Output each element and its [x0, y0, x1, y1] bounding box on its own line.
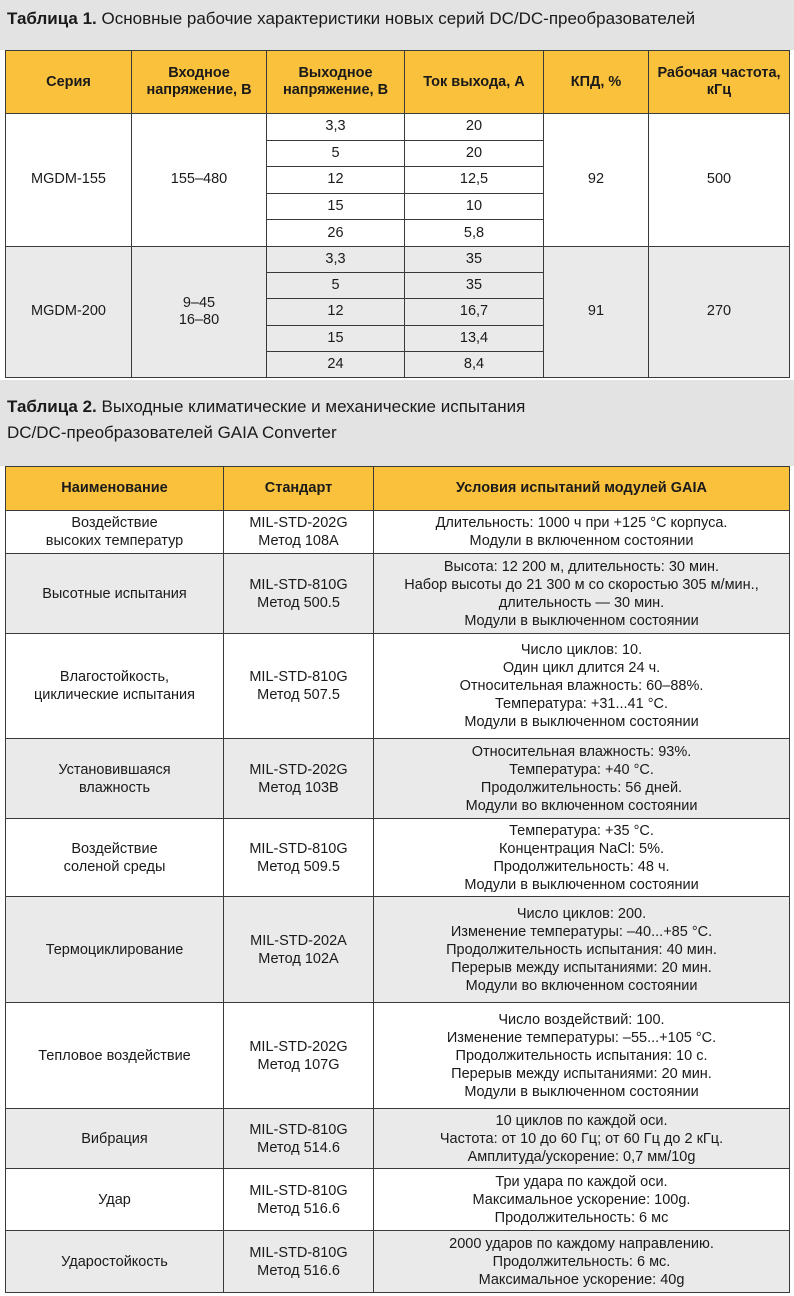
t2-name-cell-line: Вибрация: [81, 1130, 148, 1147]
table1: [5, 50, 790, 378]
t2-header-conditions: Условия испытаний модулей GAIA: [374, 467, 790, 511]
t2-conditions-cell-line: Модули в включенном состоянии: [469, 533, 694, 549]
t2-conditions-cell: [374, 897, 790, 1003]
table2-caption-line2: DC/DC-преобразователей GAIA Converter: [7, 423, 337, 442]
t2-conditions-cell: [374, 1003, 790, 1109]
t2-conditions-cell-line: Продолжительность испытания: 10 с.: [455, 1047, 708, 1064]
t2-conditions-cell-line: Относительная влажность: 60–88%.: [459, 678, 704, 694]
t2-name-cell-line: Воздействие: [71, 515, 158, 531]
t1-efficiency-cell: 91: [544, 246, 649, 377]
t1-output-current-cell: 20: [405, 114, 544, 141]
t2-standard-cell-line: Метод 107G: [257, 1056, 340, 1073]
t2-conditions-cell-line: Модули в выключенном состоянии: [464, 876, 699, 893]
t1-output-voltage-cell: 24: [267, 351, 405, 377]
t2-conditions-cell-line: Максимальное ускорение: 40g: [478, 1271, 685, 1288]
t2-standard-cell-line: MIL-STD-202A: [250, 932, 347, 949]
t2-standard-cell-line: MIL-STD-810G: [249, 1182, 348, 1199]
table2-caption-line1: Выходные климатические и механические испытания: [101, 397, 526, 416]
t1-header-series: Серия: [6, 51, 132, 114]
t1-output-voltage-cell: 26: [267, 220, 405, 247]
t2-standard-cell: [224, 634, 374, 739]
table2-caption-number: Таблица 2.: [7, 397, 97, 416]
t1-input-voltage-cell: [132, 114, 267, 247]
t2-header-name: Наименование: [6, 467, 224, 511]
t2-standard-cell-line: Метод 509.5: [257, 858, 340, 875]
t1-input-voltage-cell-line: 9–45: [182, 294, 216, 311]
t2-conditions-cell-line: Концентрация NaCl: 5%.: [498, 840, 665, 857]
t2-conditions-cell-line: Модули в выключенном состоянии: [464, 714, 699, 730]
t2-conditions-cell-line: Продолжительность испытания: 40 мин.: [446, 941, 717, 958]
t2-name-cell-line: Удар: [98, 1191, 131, 1208]
t2-standard-cell-line: MIL-STD-810G: [249, 1121, 348, 1138]
t2-name-cell-line: Высотные испытания: [42, 585, 187, 602]
t2-name-cell-line: Тепловое воздействие: [38, 1047, 191, 1064]
t1-series-cell: MGDM-155: [6, 114, 132, 247]
t2-standard-cell-line: MIL-STD-202G: [249, 515, 348, 531]
t1-frequency-cell: 500: [649, 114, 790, 247]
t2-conditions-cell-line: Максимальное ускорение: 100g.: [472, 1191, 691, 1208]
t2-conditions-cell-line: Модули в выключенном состоянии: [464, 612, 699, 629]
t2-conditions-cell: [374, 554, 790, 634]
t2-conditions-cell-line: Перерыв между испытаниями: 20 мин.: [451, 1065, 712, 1082]
t2-header-standard: Стандарт: [224, 467, 374, 511]
t2-standard-cell-line: Метод 507.5: [257, 687, 340, 703]
t2-conditions-cell-line: Число циклов: 10.: [520, 642, 643, 658]
t1-header-efficiency: КПД, %: [544, 51, 649, 114]
t2-standard-cell-line: MIL-STD-810G: [249, 576, 348, 593]
table1-caption-number: Таблица 1.: [7, 9, 97, 28]
t1-output-voltage-cell: 5: [267, 273, 405, 299]
t2-name-cell-line: влажность: [78, 779, 151, 796]
t2-conditions-cell-line: Относительная влажность: 93%.: [471, 743, 692, 760]
t2-name-cell: [6, 1003, 224, 1109]
t2-conditions-cell-line: Изменение температуры: –55...+105 °С.: [446, 1029, 717, 1046]
t2-name-cell-line: соленой среды: [63, 858, 166, 875]
t2-standard-cell: [224, 1231, 374, 1293]
t1-output-current-cell: 35: [405, 273, 544, 299]
t2-standard-cell: [224, 511, 374, 554]
t2-conditions-cell-line: Число циклов: 200.: [516, 905, 647, 922]
t2-conditions-cell-line: длительность — 30 мин.: [498, 594, 665, 611]
t2-conditions-cell-line: Температура: +35 °С.: [509, 822, 654, 839]
t2-conditions-cell-line: Амплитуда/ускорение: 0,7 мм/10g: [467, 1148, 696, 1165]
t2-conditions-cell: [374, 1231, 790, 1293]
t2-standard-cell: [224, 1169, 374, 1231]
t1-input-voltage-cell-line: 155–480: [170, 171, 228, 188]
t2-name-cell: [6, 1169, 224, 1231]
t2-standard-cell-line: Метод 102A: [258, 950, 339, 967]
t1-output-current-cell: 8,4: [405, 351, 544, 377]
t2-name-cell: [6, 897, 224, 1003]
t2-conditions-cell: [374, 1169, 790, 1231]
t2-standard-cell: [224, 897, 374, 1003]
t2-conditions-cell-line: Температура: +40 °С.: [509, 761, 654, 778]
t1-frequency-cell: 270: [649, 246, 790, 377]
table-row: [6, 511, 790, 554]
t2-conditions-cell-line: Перерыв между испытаниями: 20 мин.: [451, 959, 712, 976]
t2-conditions-cell: [374, 511, 790, 554]
t2-name-cell-line: Влагостойкость,: [59, 669, 170, 685]
t1-output-current-cell: 35: [405, 246, 544, 272]
t2-name-cell-line: высоких температур: [45, 533, 184, 549]
table-row: [6, 114, 790, 141]
t1-input-voltage-cell: [132, 246, 267, 377]
t2-standard-cell-line: Метод 516.6: [257, 1200, 340, 1217]
t1-header-output-current: Ток выхода, А: [405, 51, 544, 114]
t2-conditions-cell-line: Продолжительность: 48 ч.: [493, 858, 670, 875]
table-row: [6, 1003, 790, 1109]
t2-conditions-cell-line: 10 циклов по каждой оси.: [495, 1112, 668, 1129]
t1-output-voltage-cell: 3,3: [267, 246, 405, 272]
t1-output-current-cell: 12,5: [405, 167, 544, 194]
t2-standard-cell: [224, 739, 374, 819]
t2-conditions-cell-line: 2000 ударов по каждому направлению.: [449, 1235, 714, 1252]
table-row: [6, 1231, 790, 1293]
table-row: [6, 819, 790, 897]
t2-standard-cell-line: Метод 108A: [258, 533, 339, 549]
t1-output-current-cell: 16,7: [405, 299, 544, 325]
table2: [5, 466, 790, 1293]
t2-standard-cell: [224, 1109, 374, 1169]
t2-standard-cell-line: Метод 516.6: [257, 1262, 340, 1279]
t2-conditions-cell-line: Набор высоты до 21 300 м со скоростью 305 м/мин.,: [404, 576, 759, 593]
table-row: [6, 1109, 790, 1169]
t2-conditions-cell: [374, 739, 790, 819]
t2-standard-cell-line: Метод 514.6: [257, 1139, 340, 1156]
t2-conditions-cell-line: Один цикл длится 24 ч.: [502, 660, 661, 676]
t2-name-cell: [6, 1109, 224, 1169]
t2-name-cell: [6, 819, 224, 897]
t1-efficiency-cell: 92: [544, 114, 649, 247]
table1-caption: [7, 6, 695, 32]
t2-standard-cell: [224, 554, 374, 634]
t1-output-voltage-cell: 3,3: [267, 114, 405, 141]
t2-conditions-cell-line: Число воздействий: 100.: [498, 1011, 665, 1028]
table-row: [6, 554, 790, 634]
t2-name-cell-line: циклические испытания: [33, 687, 195, 703]
t2-conditions-cell-line: Модули во включенном состоянии: [465, 797, 698, 814]
t2-conditions-cell-line: Длительность: 1000 ч при +125 °С корпуса.: [435, 515, 728, 531]
t1-series-cell: MGDM-200: [6, 246, 132, 377]
t2-conditions-cell-line: Модули во включенном состоянии: [465, 977, 698, 994]
t2-standard-cell: [224, 1003, 374, 1109]
table-row: [6, 739, 790, 819]
table-row: [6, 897, 790, 1003]
t2-conditions-cell-line: Три удара по каждой оси.: [495, 1173, 668, 1190]
t2-standard-cell-line: Метод 103B: [258, 779, 339, 796]
t1-input-voltage-cell-line: 16–80: [178, 311, 220, 328]
t1-header-output-voltage: Выходное напряжение, В: [267, 51, 405, 114]
t1-output-current-cell: 13,4: [405, 325, 544, 351]
table-row: [6, 1169, 790, 1231]
t1-header-frequency: Рабочая частота, кГц: [649, 51, 790, 114]
t2-standard-cell-line: MIL-STD-202G: [249, 1038, 348, 1055]
t2-name-cell: [6, 634, 224, 739]
t1-output-current-cell: 20: [405, 140, 544, 167]
t1-output-voltage-cell: 15: [267, 325, 405, 351]
t2-standard-cell-line: MIL-STD-202G: [249, 761, 348, 778]
t2-name-cell: [6, 554, 224, 634]
t2-conditions-cell-line: Продолжительность: 6 мс: [494, 1209, 669, 1226]
t2-conditions-cell-line: Изменение температуры: –40...+85 °С.: [450, 923, 713, 940]
table2-caption: [7, 394, 525, 446]
t1-output-voltage-cell: 15: [267, 193, 405, 220]
t2-standard-cell-line: Метод 500.5: [257, 594, 340, 611]
t2-name-cell: [6, 1231, 224, 1293]
t1-output-voltage-cell: 12: [267, 167, 405, 194]
t2-standard-cell-line: MIL-STD-810G: [249, 669, 348, 685]
t2-name-cell-line: Ударостойкость: [61, 1253, 168, 1270]
table-row: [6, 634, 790, 739]
t2-conditions-cell-line: Продолжительность: 56 дней.: [480, 779, 683, 796]
t2-standard-cell-line: MIL-STD-810G: [249, 840, 348, 857]
t2-name-cell: [6, 511, 224, 554]
t2-conditions-cell: [374, 1109, 790, 1169]
t2-conditions-cell-line: Продолжительность: 6 мс.: [492, 1253, 671, 1270]
t2-name-cell: [6, 739, 224, 819]
t2-conditions-cell-line: Температура: +31...41 °С.: [494, 696, 669, 712]
t2-conditions-cell: [374, 634, 790, 739]
t2-name-cell-line: Воздействие: [71, 840, 158, 857]
t2-conditions-cell-line: Высота: 12 200 м, длительность: 30 мин.: [443, 558, 720, 575]
t1-output-voltage-cell: 12: [267, 299, 405, 325]
t2-conditions-cell: [374, 819, 790, 897]
t1-output-current-cell: 10: [405, 193, 544, 220]
t2-conditions-cell-line: Частота: от 10 до 60 Гц; от 60 Гц до 2 кГц.: [439, 1130, 724, 1147]
t2-name-cell-line: Термоциклирование: [45, 941, 184, 958]
t1-output-current-cell: 5,8: [405, 220, 544, 247]
t1-output-voltage-cell: 5: [267, 140, 405, 167]
t2-conditions-cell-line: Модули в выключенном состоянии: [464, 1083, 699, 1100]
t1-header-input-voltage: Входное напряжение, В: [132, 51, 267, 114]
table-row: [6, 246, 790, 272]
table1-caption-text: Основные рабочие характеристики новых серий DC/DC-преобразователей: [101, 9, 696, 28]
t2-name-cell-line: Установившаяся: [58, 761, 171, 778]
t2-standard-cell-line: MIL-STD-810G: [249, 1244, 348, 1261]
t2-standard-cell: [224, 819, 374, 897]
